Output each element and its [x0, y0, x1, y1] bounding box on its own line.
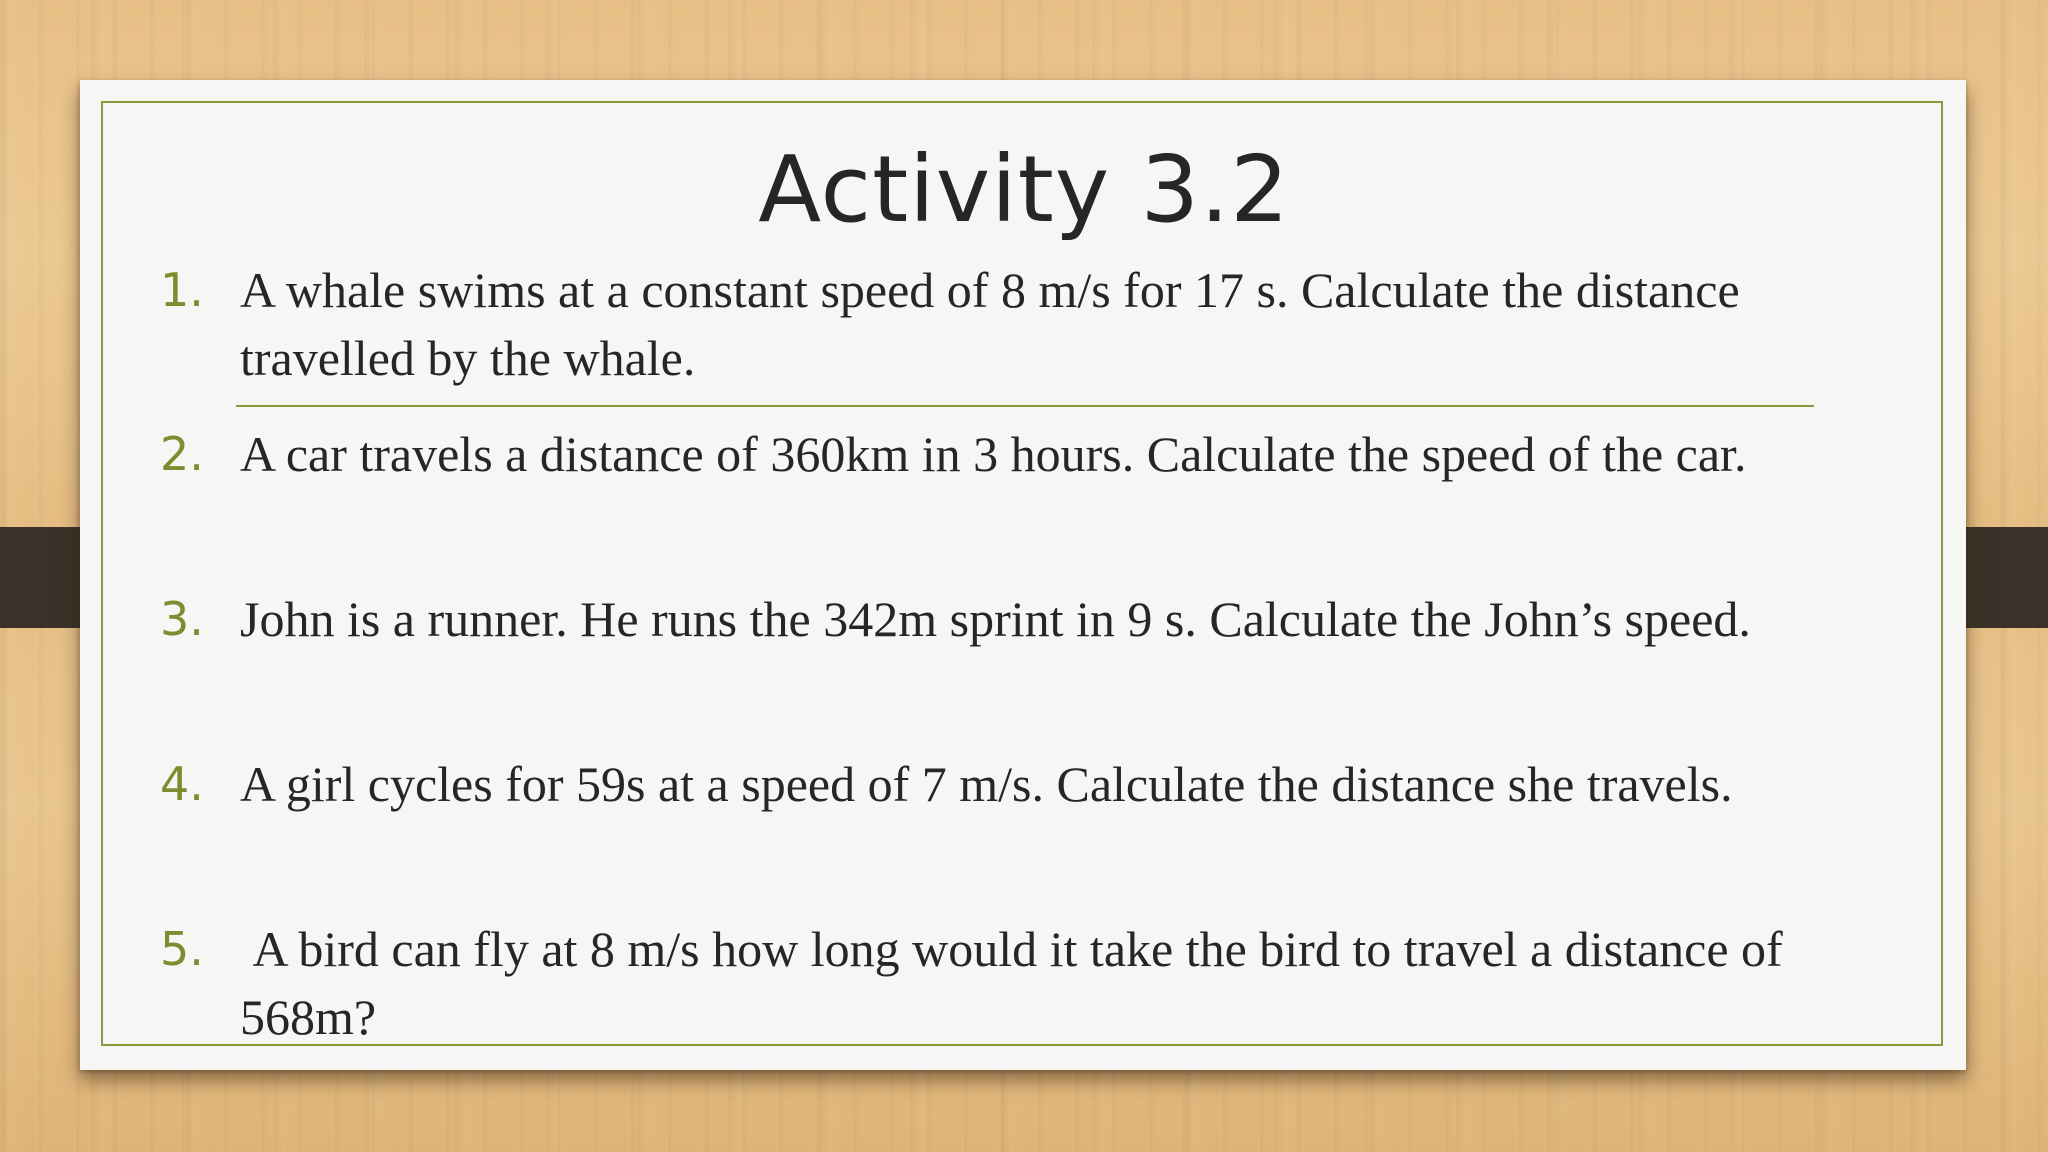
- question-number: 3.: [160, 592, 204, 646]
- question-number: 2.: [160, 427, 204, 481]
- question-text: A bird can fly at 8 m/s how long would it take the bird to travel a distance of 568m?: [240, 921, 1796, 1045]
- question-text: A whale swims at a constant speed of 8 m/s for 17 s. Calculate the distance travelled by the whale.: [240, 262, 1740, 386]
- slide-title: Activity 3.2: [758, 136, 1290, 243]
- question-text: A girl cycles for 59s at a speed of 7 m/s. Calculate the distance she travels.: [240, 756, 1733, 812]
- question-number: 5.: [160, 922, 204, 976]
- question-text: A car travels a distance of 360km in 3 hours. Calculate the speed of the car.: [240, 426, 1747, 482]
- separator-line: [236, 405, 1814, 407]
- question-number: 1.: [160, 263, 204, 317]
- question-text: John is a runner. He runs the 342m sprint in 9 s. Calculate the John’s speed.: [240, 591, 1751, 647]
- question-number: 4.: [160, 757, 204, 811]
